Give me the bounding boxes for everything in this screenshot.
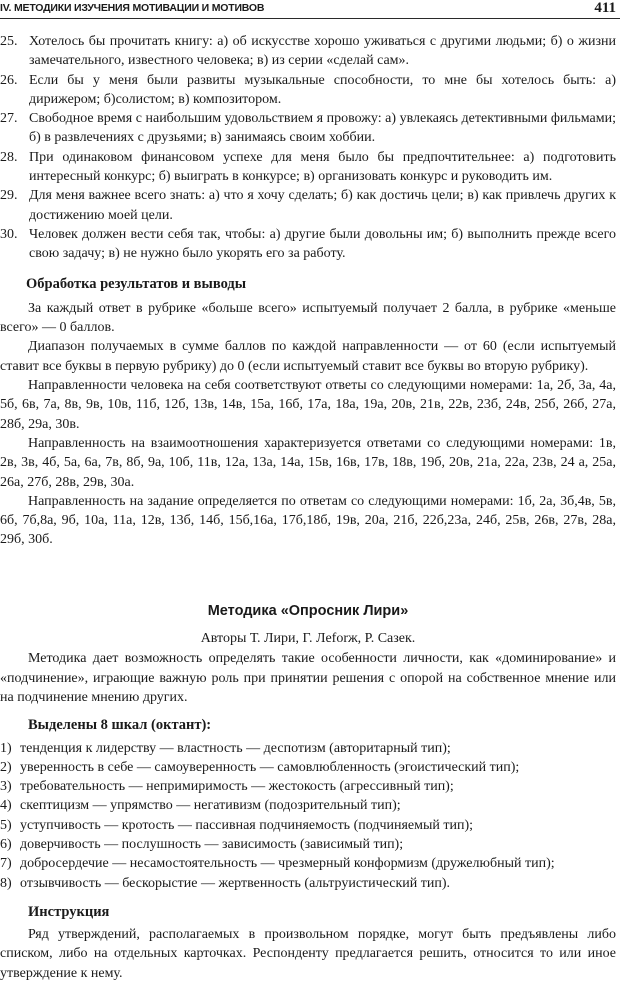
scale-item	[0, 854, 616, 873]
question-item	[0, 186, 616, 225]
method-intro: Методика дает возможность определять такие особенности личности, как «доминирование» и «подчинение», играющие важную роль при принятии решения с опорой на собственное мнение или на подчинение мнению других.	[0, 651, 616, 705]
scale-list	[0, 739, 616, 893]
question-item	[0, 71, 616, 110]
scale-item	[0, 777, 616, 796]
question-text: Свободное время с наибольшим удовольствием я провожу: а) увлекаясь детективными фильмами; б) в развлечениях с друзьями; в) занимаясь своим хоббии.	[29, 111, 616, 146]
scale-text: скептицизм — упрямство — негативизм (подозрительный тип);	[20, 798, 401, 814]
scale-number: 4)	[0, 798, 12, 814]
processing-paragraph: Направленность на взаимоотношения характеризуется ответами со следующими номерами: 1в, 2в, 3в, 4б, 5а, 6а, 7в, 8б, 9а, 10б, 11в, 12а, 13а, 14а, 15в, 16в, 17в, 18в, 19б, 20в, 21а, 22а, 23в, 24 а, 25а, 26а, 27б, 28в, 29в, 30а.	[0, 435, 616, 490]
method-authors: Авторы Т. Лири, Г. Леforж, Р. Сазек.	[200, 631, 416, 647]
scale-item	[0, 816, 616, 835]
question-item	[0, 109, 616, 148]
scale-number: 7)	[0, 856, 12, 872]
page-number: 411	[594, 0, 616, 16]
question-item	[0, 32, 616, 71]
processing-paragraph: За каждый ответ в рубрике «больше всего» испытуемый получает 2 балла, в рубрике «меньше всего» — 0 баллов.	[0, 300, 616, 336]
processing-paragraph: Диапазон получаемых в сумме баллов по каждой направленности — от 60 (если испытуемый ставит все буквы в первую рубрику) до 0 (если испытуемый ставит все буквы во вторую рубрику).	[0, 339, 616, 374]
scale-number: 1)	[0, 740, 12, 756]
header-rule	[0, 18, 620, 19]
question-text: Если бы у меня были развиты музыкальные способности, то мне бы хотелось быть: а) дирижером; б)солистом; в) композитором.	[29, 72, 616, 107]
scale-text: уступчивость — кротость — пассивная подчиняемость (подчиняемый тип);	[20, 817, 474, 833]
scale-text: добросердечие — несамостоятельность — чрезмерный конформизм (дружелюбный тип);	[20, 856, 555, 872]
question-text: Хотелось бы прочитать книгу: а) об искусстве хорошо уживаться с другими людьми; б) о жизни замечательного, известного человека; в) из серии «сделай сам».	[29, 34, 616, 69]
question-text: Человек должен вести себя так, чтобы: а) другие были довольны им; б) выполнить прежде всего свою задачу; в) не нужно было укорять его за работу.	[29, 226, 616, 262]
processing-heading: Обработка результатов и выводы	[26, 275, 247, 292]
scale-number: 8)	[0, 875, 12, 891]
scale-text: уверенность в себе — самоуверенность — самовлюбленность (эгоистический тип);	[20, 759, 520, 775]
question-text: Для меня важнее всего знать: а) что я хочу сделать; б) как достичь цели; в) как привлечь других к достижению моей цели.	[29, 188, 616, 223]
scale-item	[0, 835, 616, 854]
question-number: 28.	[0, 149, 18, 165]
scale-number: 2)	[0, 759, 12, 775]
question-number: 25.	[0, 34, 18, 49]
scales-heading: Выделены 8 шкал (октант):	[28, 717, 212, 734]
question-item	[0, 225, 616, 264]
question-number: 30.	[0, 226, 18, 242]
question-item	[0, 148, 616, 187]
method-title: Методика «Опросник Лири»	[207, 602, 409, 619]
scale-item	[0, 739, 616, 758]
scale-number: 6)	[0, 836, 12, 852]
page-body	[0, 32, 616, 983]
question-list	[0, 32, 616, 264]
processing-paragraph: Направленность на задание определяется по ответам со следующими номерами: 1б, 2а, 3б,4в, 5в, 6б, 7б,8а, 9б, 10а, 11а, 12в, 13б, 14б, 15б,16а, 17б,18б, 19в, 20а, 21б, 22б,23а, 24б, 25в, 26в, 27в, 28а, 29б, 30б.	[0, 493, 616, 548]
scale-text: тенденция к лидерству — властность — деспотизм (авторитарный тип);	[20, 740, 451, 756]
scale-item	[0, 758, 616, 777]
question-number: 27.	[0, 111, 18, 127]
processing-paragraph: Направленности человека на себя соответствуют ответы со следующими номерами: 1а, 2б, 3а, 4а, 5б, 6в, 7а, 8в, 9в, 10в, 11б, 12б, 13в, 14в, 15а, 16б, 17а, 18а, 19а, 20в, 21в, 22в, 23б, 24в, 25б, 26б, 27а, 28б, 29а, 30в.	[0, 378, 616, 432]
question-number: 26.	[0, 72, 18, 88]
instruction-text: Ряд утверждений, располагаемых в произвольном порядке, могут быть предъявлены либо списком, либо на отдельных карточках. Респонденту предлагается решить, относится то или иное утверждение к нему.	[0, 927, 616, 981]
scale-number: 5)	[0, 817, 12, 833]
scale-text: отзывчивость — бескорыстие — жертвенность (альтруистический тип).	[20, 875, 451, 891]
scale-number: 3)	[0, 779, 12, 795]
scale-text: доверчивость — послушность — зависимость (зависимый тип);	[20, 836, 404, 852]
running-head: IV. МЕТОДИКИ ИЗУЧЕНИЯ МОТИВАЦИИ И МОТИВОВ	[0, 2, 265, 14]
scale-text: требовательность — непримиримость — жестокость (агрессивный тип);	[20, 779, 454, 795]
question-number: 29.	[0, 188, 18, 204]
scale-item	[0, 796, 616, 815]
scale-item	[0, 874, 616, 893]
question-text: При одинаковом финансовом успехе для меня было бы предпочтительнее: а) подготовить интересный конкурс; б) выиграть в конкурсе; в) организовать конкурс и руководить им.	[29, 149, 616, 185]
instruction-heading: Инструкция	[28, 903, 110, 920]
